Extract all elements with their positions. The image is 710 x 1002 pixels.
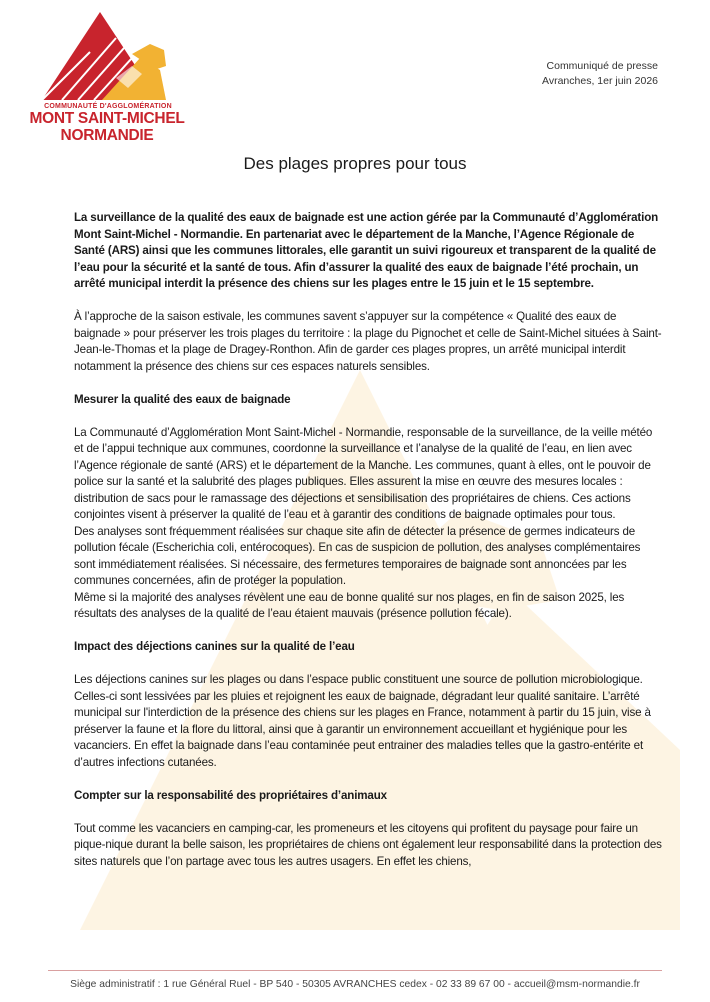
press-label: Communiqué de presse	[546, 60, 658, 72]
logo-subtitle: COMMUNAUTÉ D'AGGLOMÉRATION	[44, 103, 172, 110]
footer-address: Siège administratif : 1 rue Général Ruel - BP 540 - 50305 AVRANCHES cedex - 02 33 89 67 00 - accueil@msm-normandie.fr	[70, 979, 640, 990]
body-paragraph: Tout comme les vacanciers en camping-car, les promeneurs et les citoyens qui profitent du paysage pour faire un pique-nique durant la belle saison, les propriétaires de chiens ont également leur responsabilité dans la protection des sites naturels que l’on partage avec tous les autres usagers. En effet les chiens,	[74, 821, 662, 868]
section-heading: Impact des déjections canines sur la qualité de l’eau	[74, 640, 355, 653]
logo-line-2: NORMANDIE	[60, 127, 154, 144]
page-title: Des plages propres pour tous	[243, 154, 467, 173]
body-paragraph: Les déjections canines sur les plages ou dans l’espace public constituent une source de pollution microbiologique. Celles-ci sont lessivées par les pluies et rejoignent les eaux de baignade, dégradant leur qualité sanitaire. L’arrêté municipal sur l'interdiction de la présence des chiens sur les plages en France, notamment à partir du 15 juin, vise à préserver la faune et la flore du littoral, ainsi que à garantir un environnement accueillant et hygiénique pour les vacanciers. En effet la baignade dans l’eau contaminée peut entrainer des maladies telles que la gastro-entérite et d’autres infections cutanées.	[74, 673, 651, 769]
footer-divider	[48, 970, 662, 971]
body-paragraph: Même si la majorité des analyses révèlent une eau de bonne qualité sur nos plages, en fin de saison 2025, les résultats des analyses de la qualité de l’eau étaient mauvais (présence pollution fécale).	[74, 590, 625, 620]
press-date: Avranches, 1er juin 2026	[542, 75, 658, 87]
logo-wordmark	[22, 110, 192, 144]
section-heading: Compter sur la responsabilité des propriétaires d’animaux	[74, 788, 387, 802]
logo-line-1: MONT SAINT-MICHEL	[29, 110, 185, 127]
press-info	[542, 59, 658, 89]
body-paragraph: À l’approche de la saison estivale, les communes savent s’appuyer sur la compétence « Qualité des eaux de baignade » pour préserver les trois plages du territoire : la plage du Pignochet et celle de Saint-Michel situées à Saint-Jean-le-Thomas et la plage de Dragey-Ronthon. Afin de garder ces plages propres, un arrêté municipal interdit notamment la présence des chiens sur ces espaces naturels sensibles.	[74, 310, 662, 373]
intro-paragraph: La surveillance de la qualité des eaux de baignade est une action gérée par la Communauté d’Agglomération Mont Saint-Michel - Normandie. En partenariat avec le département de la Manche, l’Agence Régionale de Santé (ARS) ainsi que les communes littorales, elle garantit un suivi rigoureux et transparent de la qualité de l’eau pour la sécurité et la santé de tous. Afin d’assurer la qualité des eaux de baignade l’été prochain, un arrêté municipal interdit la présence des chiens sur les plages entre le 15 juin et le 15 septembre.	[74, 211, 659, 290]
document-body	[74, 210, 664, 887]
section-heading: Mesurer la qualité des eaux de baignade	[74, 392, 291, 406]
body-paragraph: Des analyses sont fréquemment réalisées sur chaque site afin de détecter la présence de germes indicateurs de pollution fécale (Escherichia coli, entérocoques). En cas de suspicion de pollution, des analyses complémentaires sont immédiatement réalisées. Si nécessaire, des fermetures temporaires de baignade sont annoncées par les communes concernées, afin de protéger la population.	[74, 524, 641, 587]
body-paragraph: La Communauté d’Agglomération Mont Saint-Michel - Normandie, responsable de la surveillance, de la veille météo et de l’appui technique aux communes, coordonne la surveillance et l’analyse de la qualité de l’eau, en lien avec l’Agence régionale de santé (ARS) et le département de la Manche. Les communes, quant à elles, ont le pouvoir de police sur la santé et la salubrité des plages publiques. Elles assurent la mise en œuvre des mesures locales : distribution de sacs pour le ramassage des déjections et sensibilisation des propriétaires de chiens. Ces actions conjointes visent à préserver la qualité de l’eau et à garantir des conditions de baignade optimales pour tous.	[74, 425, 653, 521]
